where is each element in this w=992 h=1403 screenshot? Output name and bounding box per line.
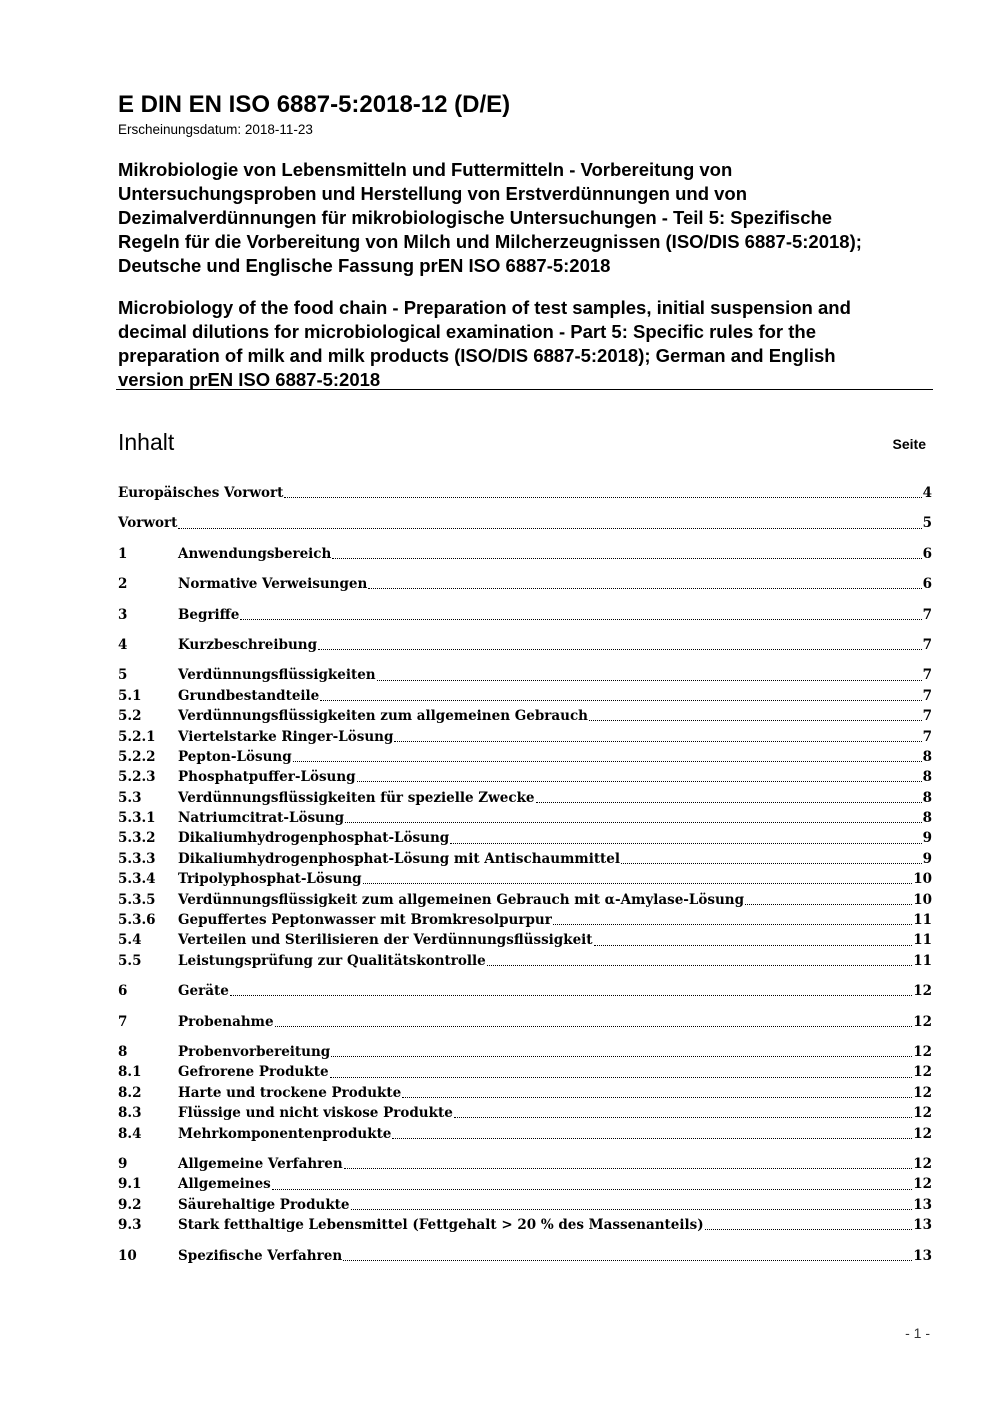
toc-entry[interactable] (118, 1012, 932, 1032)
toc-leader-dots (705, 1228, 913, 1230)
title-line: Dezimalverdünnungen für mikrobiologische Untersuchungen - Teil 5: Spezifische (118, 207, 833, 228)
title-line: Deutsche und Englische Fassung prEN ISO 6887-5:2018 (118, 255, 611, 276)
toc-leader-dots (594, 944, 913, 946)
publication-date: Erscheinungsdatum: 2018-11-23 (118, 122, 313, 137)
toc-entry-page: 13 (913, 1217, 932, 1234)
toc-entry-number: 5.2.2 (118, 748, 156, 765)
toc-entry-number: 5.2 (118, 708, 142, 725)
toc-leader-dots (589, 719, 922, 721)
toc-leader-dots (745, 903, 912, 905)
toc-entry-title: Mehrkomponentenprodukte (178, 1125, 392, 1142)
toc-entry-page: 6 (922, 576, 932, 593)
title-line: Untersuchungsproben und Herstellung von Erstverdünnungen und von (118, 183, 748, 204)
toc-entry-title: Allgemeine Verfahren (178, 1155, 343, 1172)
toc-leader-dots (330, 1076, 913, 1078)
toc-entry-title: Begriffe (178, 606, 240, 623)
toc-leader-dots (284, 496, 921, 498)
toc-entry-number: 1 (118, 545, 128, 562)
toc-entry-title: Vorwort (118, 515, 178, 532)
toc-entry-number: 9.3 (118, 1217, 142, 1234)
toc-entry-page: 7 (922, 606, 932, 623)
toc-leader-dots (318, 648, 922, 650)
toc-entry-number: 5.3.6 (118, 912, 156, 929)
toc-entry-title: Tripolyphosphat-Lösung (178, 871, 362, 888)
toc-entry-page: 8 (922, 769, 932, 786)
toc-entry-number: 8 (118, 1043, 128, 1060)
toc-leader-dots (272, 1188, 912, 1190)
toc-entry-page: 7 (922, 636, 932, 653)
toc-leader-dots (368, 587, 921, 589)
toc-entry-page: 8 (922, 789, 932, 806)
toc-leader-dots (331, 1055, 912, 1057)
toc-entry-page: 13 (913, 1247, 932, 1264)
toc-entry[interactable] (118, 808, 932, 828)
toc-entry-number: 9 (118, 1155, 128, 1172)
toc-entry-title: Probenahme (178, 1013, 274, 1030)
toc-entry-page: 9 (922, 850, 932, 867)
toc-entry-number: 5 (118, 667, 128, 684)
toc-leader-dots (178, 527, 921, 529)
toc-entry-page: 11 (913, 952, 932, 969)
toc-entry-number: 9.1 (118, 1176, 142, 1193)
toc-entry[interactable] (118, 849, 932, 869)
toc-entry[interactable] (118, 1174, 932, 1194)
toc-entry-title: Dikaliumhydrogenphosphat-Lösung (178, 830, 450, 847)
toc-entry-number: 4 (118, 636, 128, 653)
toc-entry-title: Europäisches Vorwort (118, 485, 284, 501)
toc-entry-page: 12 (913, 1176, 932, 1193)
toc-entry-page: 12 (913, 1155, 932, 1172)
toc-entry-number: 5.1 (118, 687, 142, 704)
toc-entry-page: 10 (913, 871, 932, 888)
toc-entry[interactable] (118, 869, 932, 889)
toc-entry-title: Stark fetthaltige Lebensmittel (Fettgehalt > 20 % des Massenanteils) (178, 1217, 704, 1234)
toc-entry[interactable] (118, 1124, 932, 1144)
title-line: preparation of milk and milk products (ISO/DIS 6887-5:2018); German and English (118, 345, 836, 366)
toc-entry[interactable] (118, 747, 932, 767)
toc-entry-number: 5.3.5 (118, 891, 156, 908)
toc-entry-title: Säurehaltige Produkte (178, 1196, 350, 1213)
page-number: - 1 - (905, 1325, 930, 1341)
toc-entry-page: 7 (922, 708, 932, 725)
document-id: E DIN EN ISO 6887-5:2018-12 (D/E) (118, 91, 511, 118)
toc-entry-title: Verdünnungsflüssigkeit zum allgemeinen Gebrauch mit α-Amylase-Lösung (178, 891, 745, 908)
toc-heading: Inhalt (118, 429, 175, 455)
toc-leader-dots (394, 740, 921, 742)
toc-leader-dots (454, 1116, 912, 1118)
toc-entry[interactable] (118, 788, 932, 808)
toc-entry-page: 12 (913, 1105, 932, 1122)
toc-leader-dots (320, 699, 921, 701)
toc-entry[interactable] (118, 930, 932, 950)
toc-entry-number: 8.2 (118, 1084, 142, 1101)
title-english (118, 296, 948, 392)
toc-entry-page: 5 (922, 515, 932, 532)
toc-entry[interactable] (118, 767, 932, 787)
toc-entry-title: Natriumcitrat-Lösung (178, 810, 345, 827)
toc-leader-dots (293, 760, 922, 762)
toc-leader-dots (487, 964, 912, 966)
toc-entry[interactable] (118, 890, 932, 910)
toc-entry-number: 10 (118, 1247, 137, 1264)
toc-entry-title: Verdünnungsflüssigkeiten zum allgemeinen Gebrauch (178, 708, 588, 725)
toc-entry[interactable] (118, 951, 932, 971)
toc-entry[interactable] (118, 1062, 932, 1082)
toc-leader-dots (332, 557, 921, 559)
toc-entry-page: 7 (922, 687, 932, 704)
title-german (118, 158, 948, 278)
toc-entry[interactable] (118, 1103, 932, 1123)
toc-entry[interactable] (118, 635, 932, 655)
toc-entry-title: Harte und trockene Produkte (178, 1084, 402, 1101)
toc-entry-number: 5.2.3 (118, 769, 156, 786)
toc-entry-title: Gefrorene Produkte (178, 1064, 329, 1081)
toc-entry[interactable] (118, 706, 932, 726)
toc-entry[interactable] (118, 686, 932, 706)
toc-entry-title: Pepton-Lösung (178, 748, 292, 765)
toc-entry-page: 12 (913, 1043, 932, 1060)
toc-entry-page: 7 (922, 728, 932, 745)
toc-entry[interactable] (118, 665, 932, 685)
toc-entry-page: 11 (913, 932, 932, 949)
toc-entry-page: 11 (913, 912, 932, 929)
toc-entry[interactable] (118, 605, 932, 625)
toc-entry-number: 2 (118, 576, 128, 593)
toc-entry[interactable] (118, 1154, 932, 1174)
toc-entry-page: 12 (913, 1013, 932, 1030)
toc-entry-title: Flüssige und nicht viskose Produkte (178, 1105, 453, 1122)
toc-entry-title: Phosphatpuffer-Lösung (178, 769, 356, 786)
toc-leader-dots (230, 994, 912, 996)
toc-entry[interactable] (118, 1195, 932, 1215)
toc-entry-page: 4 (922, 485, 932, 501)
toc-entry-number: 7 (118, 1013, 128, 1030)
toc-leader-dots (402, 1096, 912, 1098)
toc-entry-page: 8 (922, 810, 932, 827)
title-line: Microbiology of the food chain - Preparation of test samples, initial suspension and (118, 297, 851, 318)
toc-entry-page: 12 (913, 983, 932, 1000)
title-line: Mikrobiologie von Lebensmitteln und Futtermitteln - Vorbereitung von (118, 159, 733, 180)
toc-entry-page: 12 (913, 1064, 932, 1081)
toc-leader-dots (392, 1137, 912, 1139)
toc-leader-dots (345, 821, 921, 823)
toc-entry-title: Verdünnungsflüssigkeiten für spezielle Zwecke (178, 789, 535, 806)
toc-entry-number: 8.1 (118, 1064, 142, 1081)
toc-leader-dots (351, 1208, 913, 1210)
toc-entry-number: 5.4 (118, 932, 142, 949)
toc-entry-page: 10 (913, 891, 932, 908)
title-divider (116, 389, 933, 390)
toc-entry-number: 3 (118, 606, 128, 623)
toc-entry-title: Allgemeines (178, 1176, 271, 1193)
toc-entry-title: Verteilen und Sterilisieren der Verdünnungsflüssigkeit (178, 932, 593, 949)
toc-entry-title: Grundbestandteile (178, 687, 320, 704)
toc-entry-number: 8.4 (118, 1125, 142, 1142)
toc-entry-title: Probenvorbereitung (178, 1043, 331, 1060)
toc-leader-dots (363, 882, 913, 884)
toc-leader-dots (377, 679, 922, 681)
toc-entry[interactable] (118, 574, 932, 594)
title-line: version prEN ISO 6887-5:2018 (118, 369, 381, 390)
toc-entry-number: 5.2.1 (118, 728, 156, 745)
toc-entry-title: Viertelstarke Ringer-Lösung (178, 728, 394, 745)
toc-entry-page: 8 (922, 748, 932, 765)
toc-entry-title: Anwendungsbereich (178, 545, 332, 562)
toc-entry-title: Kurzbeschreibung (178, 636, 318, 653)
toc-entry[interactable] (118, 1215, 932, 1235)
toc-entry-number: 6 (118, 983, 128, 1000)
toc-entry-title: Gepuffertes Peptonwasser mit Bromkresolpurpur (178, 912, 552, 929)
toc-entry[interactable] (118, 1042, 932, 1062)
toc-entry-page: 13 (913, 1196, 932, 1213)
table-of-contents (118, 483, 932, 1266)
toc-entry[interactable] (118, 828, 932, 848)
toc-leader-dots (553, 923, 912, 925)
toc-entry-title: Leistungsprüfung zur Qualitätskontrolle (178, 952, 486, 969)
toc-entry-number: 5.3.1 (118, 810, 156, 827)
toc-entry-number: 5.5 (118, 952, 142, 969)
toc-entry-page: 7 (922, 667, 932, 684)
toc-entry[interactable] (118, 1246, 932, 1266)
toc-entry[interactable] (118, 981, 932, 1001)
toc-entry-page: 12 (913, 1125, 932, 1142)
toc-entry-title: Normative Verweisungen (178, 576, 368, 593)
title-line: decimal dilutions for microbiological examination - Part 5: Specific rules for the (118, 321, 817, 342)
toc-entry-number: 5.3.4 (118, 871, 156, 888)
toc-entry-number: 9.2 (118, 1196, 142, 1213)
toc-leader-dots (275, 1025, 913, 1027)
toc-page-column-heading: Seite (892, 436, 926, 452)
toc-entry[interactable] (118, 1083, 932, 1103)
toc-entry-number: 5.3.3 (118, 850, 156, 867)
toc-entry[interactable] (118, 513, 932, 533)
toc-entry-title: Verdünnungsflüssigkeiten (178, 667, 376, 684)
toc-leader-dots (536, 801, 922, 803)
toc-entry-number: 8.3 (118, 1105, 142, 1122)
toc-leader-dots (344, 1167, 913, 1169)
title-line: Regeln für die Vorbereitung von Milch und Milcherzeugnissen (ISO/DIS 6887-5:2018); (118, 231, 862, 252)
toc-entry-number: 5.3.2 (118, 830, 156, 847)
toc-entry[interactable] (118, 483, 932, 503)
toc-entry-page: 6 (922, 545, 932, 562)
toc-entry-title: Dikaliumhydrogenphosphat-Lösung mit Antischaummittel (178, 850, 621, 867)
toc-entry[interactable] (118, 910, 932, 930)
toc-entry[interactable] (118, 727, 932, 747)
toc-leader-dots (450, 842, 921, 844)
toc-leader-dots (621, 862, 922, 864)
toc-leader-dots (240, 618, 921, 620)
toc-entry-page: 9 (922, 830, 932, 847)
toc-entry-page: 12 (913, 1084, 932, 1101)
toc-entry-title: Spezifische Verfahren (178, 1247, 343, 1264)
toc-entry-title: Geräte (178, 983, 229, 1000)
toc-leader-dots (343, 1259, 912, 1261)
toc-entry-number: 5.3 (118, 789, 142, 806)
toc-entry[interactable] (118, 544, 932, 564)
toc-leader-dots (357, 780, 922, 782)
